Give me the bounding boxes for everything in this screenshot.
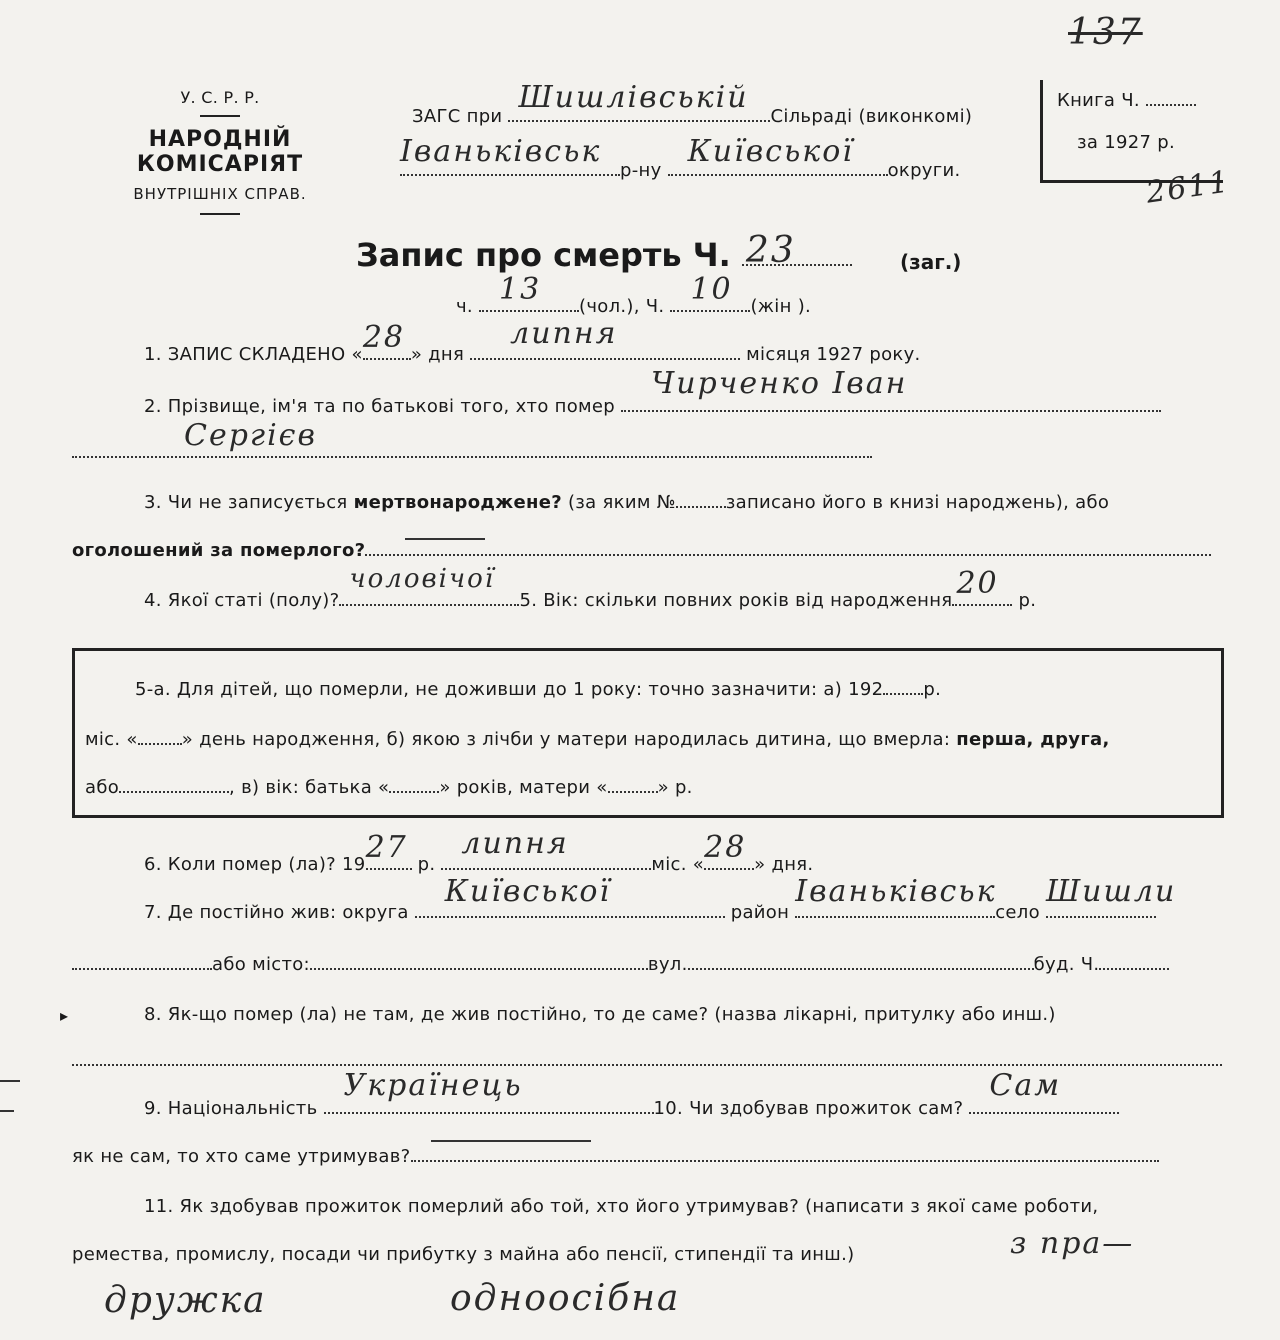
item-11-value-2: дружка	[104, 1280, 267, 1321]
item-5a-text3b: , в) вік: батька «	[229, 777, 390, 798]
item-2-line2	[72, 418, 872, 462]
title-suffix: (заг.)	[900, 250, 962, 274]
item-5a-text1: 5-а. Для дітей, що померли, не доживши до 1 року: точно зазначити: а) 192	[135, 679, 884, 700]
item-4-sex-field	[339, 564, 519, 606]
item-1-day-value: 28	[362, 320, 405, 355]
item-2	[144, 366, 1161, 417]
count-label: ч.	[456, 296, 473, 317]
commissariat-label: НАРОДНІЙ КОМІСАРІЯТ	[136, 127, 304, 177]
female-label: (жін ).	[750, 296, 812, 317]
item-4	[144, 564, 1037, 611]
republic-label: У. С. Р. Р.	[180, 88, 260, 107]
item-3-line2	[72, 540, 1211, 561]
book-year: за 1927 р.	[1077, 132, 1176, 153]
item-9-nationality-value: Українець	[343, 1068, 523, 1103]
item-1-label: 1. ЗАПИС СКЛАДЕНО «	[144, 344, 363, 365]
zags-village-field	[508, 80, 770, 122]
book-number-line	[1057, 90, 1196, 111]
item-6-year-field	[365, 830, 412, 870]
item-7-misto-label: або місто:	[212, 954, 310, 975]
item-5-unit: р.	[1018, 590, 1037, 611]
archive-number-side: 2611	[1143, 164, 1233, 211]
dash-mark	[405, 538, 485, 540]
male-label: (чол.), Ч.	[579, 296, 665, 317]
item-7-raion-value: Іваньківськ	[795, 874, 997, 909]
item-7-selo-field	[1045, 874, 1177, 918]
item-7-line2	[72, 954, 1169, 975]
item-2-name-field	[621, 366, 1161, 412]
item-6-day-value: 28	[704, 830, 747, 865]
item-11-line2	[72, 1244, 854, 1265]
margin-mark	[0, 1080, 20, 1082]
item-3-declared: оголошений за померлого?	[72, 540, 366, 561]
item-5a-month-field	[138, 729, 182, 745]
item-5a-father-age-field	[389, 777, 439, 793]
item-5-age-field	[952, 566, 1012, 606]
item-7-vul-field	[688, 954, 1034, 970]
item-6	[144, 826, 814, 875]
item-1-end: місяця 1927 року.	[746, 344, 921, 365]
item-10-sub-label: як не сам, то хто саме утримував?	[72, 1146, 411, 1167]
item-3-declared-field	[365, 540, 1211, 556]
item-10-field	[969, 1068, 1119, 1114]
item-2-patronymic-field	[72, 418, 872, 458]
item-6-end: » дня.	[754, 854, 814, 875]
item-1-day-field	[362, 320, 411, 360]
item-5a-text3c: » років, матери «	[439, 777, 608, 798]
item-6-month-field	[441, 826, 651, 870]
margin-mark: ▸	[60, 1006, 69, 1025]
item-1	[144, 316, 921, 365]
divider	[200, 213, 240, 215]
dash-mark	[431, 1140, 591, 1142]
zags-village-value: Шишлівській	[518, 80, 749, 115]
archive-number-top: 137	[1068, 12, 1143, 53]
record-number-field	[742, 230, 852, 271]
item-10-sub-field	[411, 1146, 1159, 1162]
male-count-field	[479, 272, 579, 312]
district-value: Іваньківськ	[400, 134, 602, 169]
district-label: р-ну	[620, 160, 662, 181]
item-1-month-field	[470, 316, 740, 360]
item-7-selo-label: село	[995, 902, 1040, 923]
item-11-value-3: одноосібна	[450, 1278, 681, 1319]
item-9	[144, 1068, 1119, 1119]
divider	[200, 115, 240, 117]
item-5a-text2a: міс. «	[85, 729, 138, 750]
item-7-label: 7. Де постійно жив: округа	[144, 902, 409, 923]
item-3-mid2: записано його в книзі народжень), або	[725, 492, 1110, 513]
item-7-selo-value: Шишли	[1045, 874, 1177, 909]
item-7-vul-label: вул.	[647, 954, 688, 975]
female-count-field	[670, 272, 750, 312]
district-field	[400, 134, 620, 176]
item-3-number-field	[676, 492, 726, 508]
item-6-mid2: міс. «	[651, 854, 705, 875]
book-box	[1040, 80, 1223, 183]
item-5a-line2	[85, 729, 1110, 750]
zags-prefix: ЗАГС при	[412, 106, 503, 127]
item-6-month-value: липня	[461, 826, 569, 861]
item-2-name-value: Чирченко Іван	[651, 366, 908, 401]
infant-section-box	[72, 648, 1224, 818]
female-count-value: 10	[690, 272, 733, 307]
item-9-label: 9. Національність	[144, 1098, 318, 1119]
item-8-line2	[72, 1050, 1222, 1070]
item-7-raion-label: район	[730, 902, 790, 923]
item-2-label: 2. Прізвище, ім'я та по батькові того, хто помер	[144, 396, 616, 417]
item-10-value: Сам	[989, 1068, 1062, 1103]
margin-mark	[0, 1110, 14, 1112]
item-7-bud-label: буд. Ч.	[1033, 954, 1100, 975]
item-4-label: 4. Якої статі (полу)?	[144, 590, 340, 611]
item-10-label: 10. Чи здобував прожиток сам?	[653, 1098, 964, 1119]
item-7-bud-field	[1099, 954, 1169, 970]
item-5a-text1-end: р.	[923, 679, 942, 700]
record-number-value: 23	[745, 230, 796, 271]
item-1-month-value: липня	[510, 316, 618, 351]
item-7	[144, 874, 1177, 923]
item-4-sex-value: чоловічої	[349, 564, 496, 594]
item-11: 11. Як здобував прожиток померлий або той, хто його утримував? (написати з якої саме роботи,	[144, 1196, 1099, 1217]
item-10-line2	[72, 1146, 1159, 1167]
zags-line	[412, 80, 973, 127]
zags-suffix: Сільраді (виконкомі)	[770, 106, 973, 127]
item-5a-text2b: » день народження, б) якою з лічби у матери народилась дитина, що вмерла:	[181, 729, 951, 750]
item-6-day-field	[704, 830, 754, 870]
item-6-label: 6. Коли помер (ла)? 19	[144, 854, 366, 875]
okruha-value: Київської	[687, 134, 854, 169]
book-number-field	[1146, 90, 1196, 106]
item-7-okruha-field	[415, 874, 725, 918]
item-3-stillborn: мертвонароджене?	[353, 492, 562, 513]
district-line	[400, 134, 961, 181]
item-5a-order-field	[119, 777, 229, 793]
ministry-label: ВНУТРІШНІХ СПРАВ.	[133, 185, 307, 203]
item-7-misto-field	[310, 954, 648, 970]
item-11-sub-label: ремества, промислу, посади чи прибутку з майна або пенсії, стипендії та инш.)	[72, 1244, 855, 1265]
male-count-value: 13	[499, 272, 542, 307]
item-5a-line3	[85, 777, 693, 798]
item-5-age-value: 20	[956, 566, 999, 601]
item-9-nationality-field	[324, 1068, 654, 1114]
item-3-label: 3. Чи не записується	[144, 492, 348, 513]
item-3-mid1: (за яким №	[567, 492, 676, 513]
item-5a-line1	[135, 679, 941, 700]
item-7-blank-field	[72, 954, 212, 970]
page-title	[356, 230, 852, 274]
counts-line	[456, 272, 812, 317]
item-3	[144, 492, 1224, 513]
item-5-label: 5. Вік: скільки повних років від народження	[519, 590, 953, 611]
issuer-block	[70, 88, 370, 215]
item-2-patronymic-value: Сергієв	[184, 418, 317, 453]
item-5a-text3d: » р.	[657, 777, 693, 798]
item-5a-text3a: або	[85, 777, 120, 798]
item-7-okruha-value: Київської	[444, 874, 612, 909]
item-1-mid: » дня	[410, 344, 465, 365]
okruha-field	[668, 134, 888, 176]
item-6-mid: р.	[417, 854, 436, 875]
item-5a-order: перша, друга,	[956, 729, 1110, 750]
item-6-year-value: 27	[365, 830, 408, 865]
item-11-value-1: з пра—	[1010, 1226, 1135, 1261]
item-5a-year-field	[883, 679, 923, 695]
item-8: 8. Як-що помер (ла) не там, де жив постійно, то де саме? (назва лікарні, притулку або инш.)	[144, 1004, 1056, 1025]
okruha-label: округи.	[887, 160, 961, 181]
item-5a-mother-age-field	[608, 777, 658, 793]
title-text: Запис про смерть Ч.	[356, 236, 731, 274]
item-7-raion-field	[795, 874, 997, 918]
item-8-field	[72, 1050, 1222, 1066]
book-label: Книга Ч.	[1057, 90, 1140, 111]
